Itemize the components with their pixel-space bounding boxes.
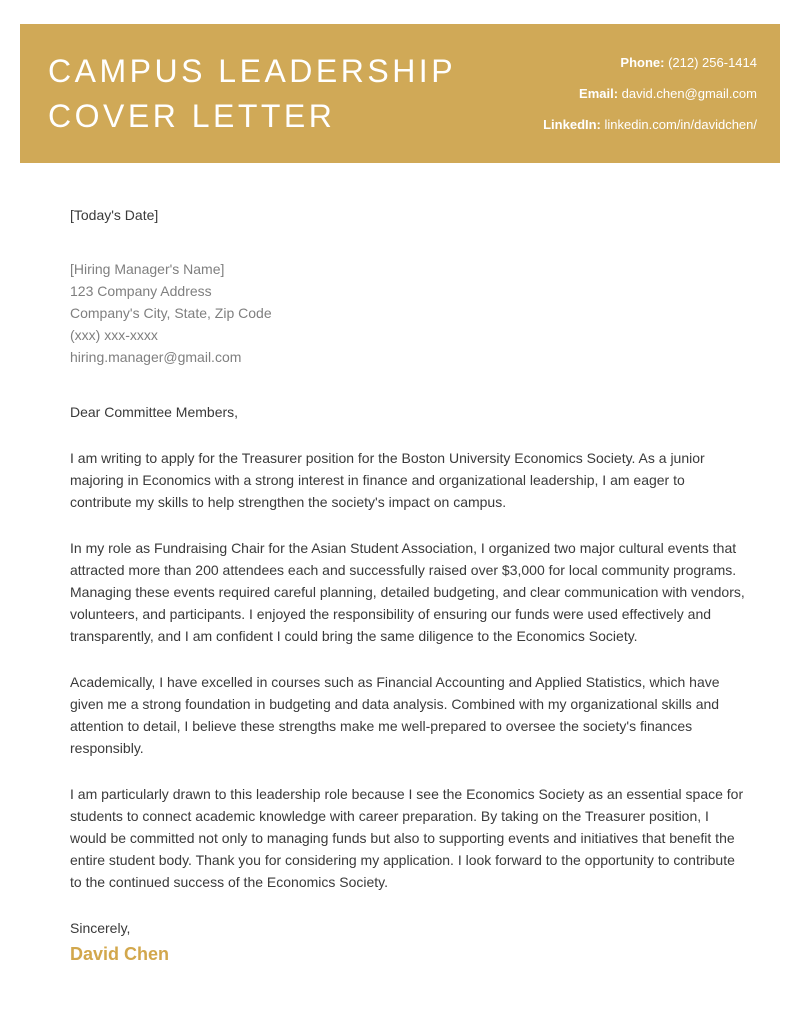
linkedin-label: LinkedIn: bbox=[543, 117, 601, 132]
contact-info bbox=[543, 47, 757, 140]
contact-email bbox=[543, 78, 757, 109]
header-banner bbox=[20, 24, 780, 163]
title-line-1: CAMPUS LEADERSHIP bbox=[48, 52, 457, 89]
recipient-phone: (xxx) xxx-xxxx bbox=[70, 327, 158, 343]
recipient-block bbox=[70, 258, 750, 368]
recipient-city-state-zip: Company's City, State, Zip Code bbox=[70, 305, 272, 321]
salutation: Dear Committee Members, bbox=[70, 404, 239, 420]
date-placeholder: [Today's Date] bbox=[70, 207, 159, 223]
document-title bbox=[48, 49, 456, 139]
letter-body bbox=[70, 204, 750, 967]
phone-label: Phone: bbox=[620, 55, 665, 70]
recipient-email: hiring.manager@gmail.com bbox=[70, 349, 242, 365]
signature-name: David Chen bbox=[70, 944, 170, 964]
paragraph-2: In my role as Fundraising Chair for the Asian Student Association, I organized two major cultural events that attracted more than 200 attendees each and successfully raised over $3,000 for local community programs. Managing these events required careful planning, detailed budgeting, and clear communication with vendors, volunteers, and participants. I enjoyed the responsibility of ensuring our funds were used effectively and transparently, and I am confident I could bring the same diligence to the Economics Society. bbox=[70, 540, 745, 644]
cover-letter-page bbox=[0, 24, 800, 1036]
contact-phone bbox=[543, 47, 757, 78]
paragraph-1: I am writing to apply for the Treasurer position for the Boston University Economics Society. As a junior majoring in Economics with a strong interest in finance and organizational leadership, I am eager to contribute my skills to help strengthen the society's impact on campus. bbox=[70, 450, 705, 510]
recipient-address: 123 Company Address bbox=[70, 283, 212, 299]
email-value: david.chen@gmail.com bbox=[621, 86, 757, 101]
email-label: Email: bbox=[579, 86, 619, 101]
recipient-name: [Hiring Manager's Name] bbox=[70, 261, 225, 277]
paragraph-3: Academically, I have excelled in courses such as Financial Accounting and Applied Statistics, which have given me a strong foundation in budgeting and data analysis. Combined with my organizational skills and attention to detail, I believe these strengths make me well-prepared to oversee the society's finances responsibly. bbox=[70, 674, 720, 756]
title-line-2: COVER LETTER bbox=[48, 97, 336, 134]
closing: Sincerely, bbox=[70, 920, 131, 936]
contact-linkedin bbox=[543, 109, 757, 140]
paragraph-4: I am particularly drawn to this leadership role because I see the Economics Society as an essential space for students to connect academic knowledge with career preparation. By taking on the Treasurer position, I would be committed not only to managing funds but also to supporting events and initiatives that benefit the entire student body. Thank you for considering my application. I look forward to the opportunity to contribute to the continued success of the Economics Society. bbox=[70, 786, 744, 890]
phone-value: (212) 256-1414 bbox=[668, 55, 757, 70]
linkedin-value: linkedin.com/in/davidchen/ bbox=[604, 117, 757, 132]
